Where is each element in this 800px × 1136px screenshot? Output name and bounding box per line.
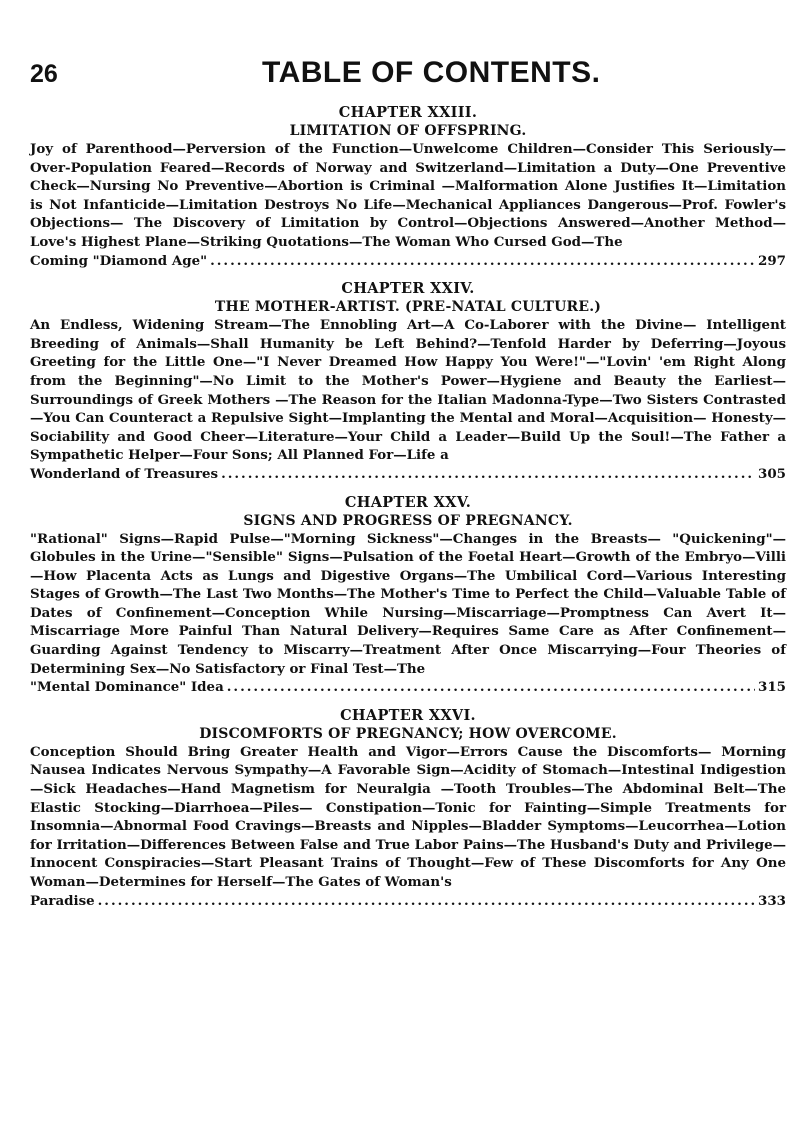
chapter-page-line bbox=[30, 252, 786, 271]
chapter-entry bbox=[30, 104, 786, 270]
chapter-number: CHAPTER XXV. bbox=[344, 493, 472, 511]
chapter-page-line bbox=[30, 678, 786, 697]
chapter-title: SIGNS AND PROGRESS OF PREGNANCY. bbox=[243, 512, 573, 529]
dot-leader bbox=[227, 678, 755, 697]
chapter-entry bbox=[30, 707, 786, 910]
chapter-number: CHAPTER XXIV. bbox=[341, 280, 475, 298]
page-ref: 333 bbox=[758, 892, 786, 909]
chapter-title: THE MOTHER-ARTIST. (PRE-NATAL CULTURE.) bbox=[214, 299, 602, 316]
page-header bbox=[30, 56, 800, 100]
summary-last-line: Paradise bbox=[30, 892, 95, 909]
chapter-summary: Joy of Parenthood—Perversion of the Function—Unwelcome Children—Consider This Seriously—Over-Population Feared—Records of Norway and Switzerland—Limitation a Duty—One Preventive Check—Nursing No Preventive—Abortion is Criminal —Malformation Alone Justifies It—Limitation is Not Infanticide—Limitation Destroys No Life—Mechanical Appliances Dangerous—Prof. Fowler's Objections— The Discovery of Limitation by Control—Objections Answered—Another Method— Love's Highest Plane—Striking Quotations—The Woman Who Cursed God—The bbox=[30, 141, 786, 250]
page-number: 26 bbox=[30, 60, 58, 88]
chapter-entry bbox=[30, 494, 786, 697]
chapter-number: CHAPTER XXVI. bbox=[340, 706, 476, 724]
chapter-summary: "Rational" Signs—Rapid Pulse—"Morning Sickness"—Changes in the Breasts— "Quickening"—Globules in the Urine—"Sensible" Signs—Pulsation of the Foetal Heart—Growth of the Embryo—Villi—How Placenta Acts as Lungs and Digestive Organs—The Umbilical Cord—Various Interesting Stages of Growth—The Last Two Months—The Mother's Time to Perfect the Child—Valuable Table of Dates of Confinement—Conception While Nursing—Miscarriage—Promptness Can Avert It—Miscarriage More Painful Than Natural Delivery—Requires Same Care as After Confinement—Guarding Against Tendency to Miscarry—Treatment After Once Miscarrying—Four Theories of Determining Sex—No Satisfactory or Final Test—The bbox=[30, 530, 786, 677]
running-title: TABLE OF CONTENTS. bbox=[262, 56, 601, 89]
page-ref: 305 bbox=[758, 465, 786, 482]
contents-body bbox=[30, 104, 786, 920]
chapter-summary: Conception Should Bring Greater Health and Vigor—Errors Cause the Discomforts— Morning Nausea Indicates Nervous Sympathy—A Favorable Sign—Acidity of Stomach—Intestinal Indigestion—Sick Headaches—Hand Magnetism for Neuralgia —Tooth Troubles—The Abdominal Belt—The Elastic Stocking—Diarrhoea—Piles— Constipation—Tonic for Fainting—Simple Treatments for Insomnia—Abnormal Food Cravings—Breasts and Nipples—Bladder Symptoms—Leucorrhea—Lotion for Irritation—Differences Between False and True Labor Pains—The Husband's Duty and Privilege—Innocent Conspiracies—Start Pleasant Trains of Thought—Few of These Discomforts for Any One Woman—Determines for Herself—The Gates of Woman's bbox=[30, 743, 786, 890]
chapter-title: LIMITATION OF OFFSPRING. bbox=[289, 123, 527, 139]
page-ref: 297 bbox=[758, 252, 786, 269]
chapter-number: CHAPTER XXIII. bbox=[338, 104, 478, 121]
page-ref: 315 bbox=[758, 679, 786, 696]
summary-last-line: Wonderland of Treasures bbox=[30, 465, 219, 482]
chapter-entry bbox=[30, 280, 786, 483]
dot-leader bbox=[221, 465, 755, 484]
summary-last-line: "Mental Dominance" Idea bbox=[30, 679, 224, 696]
chapter-summary: An Endless, Widening Stream—The Ennobling Art—A Co-Laborer with the Divine— Intelligent Breeding of Animals—Shall Humanity be Left Behind?—Tenfold Harder by Deferring—Joyous Greeting for the Little One—"I Never Dreamed How Happy You Were!"—"Lovin' 'em Right Along from the Beginning"—No Limit to the Mother's Power—Hygiene and Beauty the Earliest—Surroundings of Greek Mothers —The Reason for the Italian Madonna-Type—Two Sisters Contrasted—You Can Counteract a Repulsive Sight—Implanting the Mental and Moral—Acquisition— Honesty—Sociability and Good Cheer—Literature—Your Child a Leader—Build Up the Soul!—The Father a Sympathetic Helper—Four Sons; All Planned For—Life a bbox=[30, 317, 786, 464]
dot-leader bbox=[98, 892, 755, 911]
chapter-page-line bbox=[30, 892, 786, 911]
summary-last-line: Coming "Diamond Age" bbox=[30, 252, 208, 269]
chapter-title: DISCOMFORTS OF PREGNANCY; HOW OVERCOME. bbox=[199, 725, 617, 742]
chapter-page-line bbox=[30, 465, 786, 484]
dot-leader bbox=[210, 252, 755, 271]
